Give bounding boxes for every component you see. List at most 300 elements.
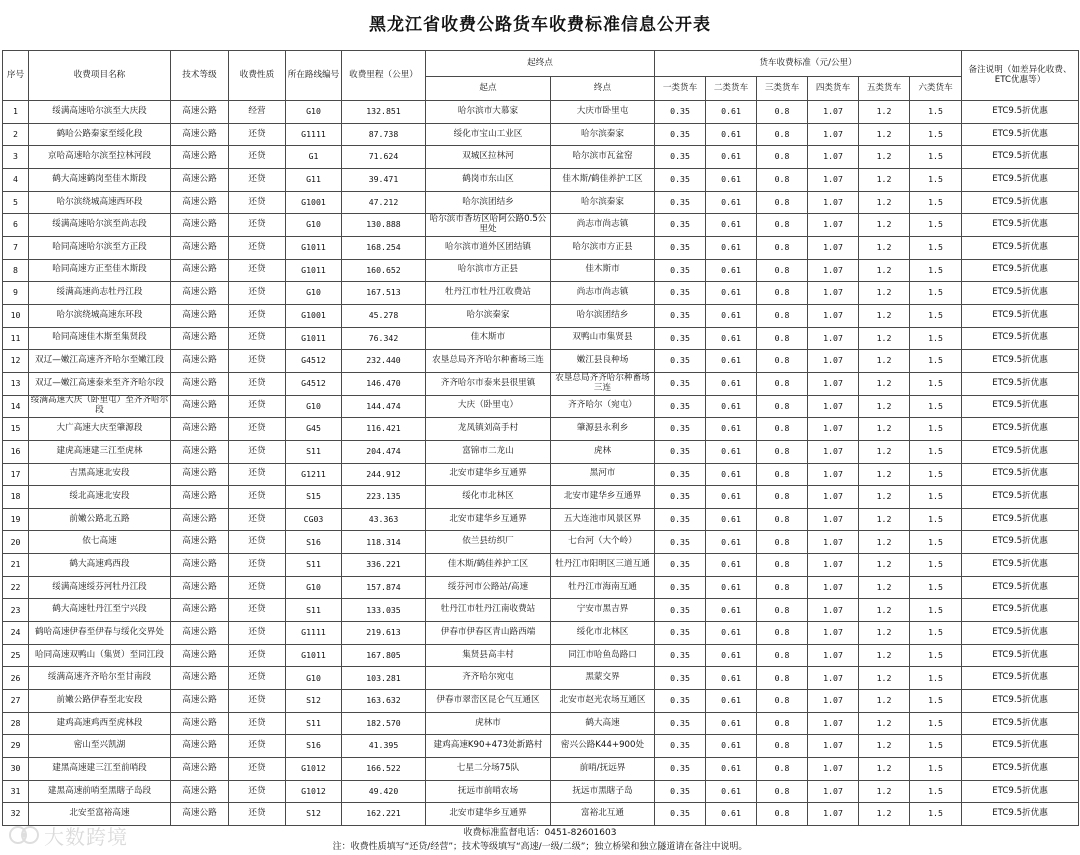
cell-nature: 还贷: [229, 304, 286, 327]
cell-nature: 还贷: [229, 440, 286, 463]
cell-end: 尚志市尚志镇: [551, 214, 655, 237]
cell-project-name: 绥满高速大庆（卧里屯）至齐齐哈尔段: [29, 395, 171, 418]
cell-mileage: 133.035: [342, 599, 426, 622]
cell-nature: 还贷: [229, 395, 286, 418]
cell-fee-class-2: 0.61: [706, 327, 757, 350]
cell-fee-class-2: 0.61: [706, 554, 757, 577]
cell-fee-class-3: 0.8: [757, 372, 808, 395]
cell-mileage: 71.624: [342, 146, 426, 169]
cell-fee-class-2: 0.61: [706, 758, 757, 781]
cell-route: G1111: [286, 123, 342, 146]
cell-remark: ETC9.5折优惠: [962, 168, 1079, 191]
cell-seq: 1: [3, 101, 29, 124]
cell-start: 龙凤镇刘高手村: [426, 418, 551, 441]
cell-fee-class-4: 1.07: [808, 440, 859, 463]
table-row: [3, 486, 1079, 509]
cell-route: G1: [286, 146, 342, 169]
cell-fee-class-6: 1.5: [910, 803, 962, 826]
cell-route: S16: [286, 531, 342, 554]
table-row: [3, 463, 1079, 486]
cell-nature: 还贷: [229, 214, 286, 237]
cell-route: G1012: [286, 780, 342, 803]
cell-fee-class-6: 1.5: [910, 486, 962, 509]
cell-remark: ETC9.5折优惠: [962, 599, 1079, 622]
cell-fee-class-5: 1.2: [859, 350, 910, 373]
cell-fee-class-6: 1.5: [910, 259, 962, 282]
cell-seq: 2: [3, 123, 29, 146]
cell-fee-class-5: 1.2: [859, 236, 910, 259]
cell-project-name: 鹤大高速鹤岗至佳木斯段: [29, 168, 171, 191]
cell-project-name: 北安至富裕高速: [29, 803, 171, 826]
cell-fee-class-3: 0.8: [757, 282, 808, 305]
cell-fee-class-3: 0.8: [757, 667, 808, 690]
cell-fee-class-6: 1.5: [910, 418, 962, 441]
cell-fee-class-5: 1.2: [859, 667, 910, 690]
col-header-fee-class-4: 四类货车: [808, 77, 859, 101]
cell-fee-class-2: 0.61: [706, 214, 757, 237]
cell-project-name: 密山至兴凯湖: [29, 735, 171, 758]
cell-nature: 还贷: [229, 372, 286, 395]
cell-grade: 高速公路: [171, 123, 229, 146]
cell-fee-class-1: 0.35: [655, 372, 706, 395]
cell-seq: 31: [3, 780, 29, 803]
cell-fee-class-2: 0.61: [706, 282, 757, 305]
cell-fee-class-6: 1.5: [910, 622, 962, 645]
cell-fee-class-1: 0.35: [655, 350, 706, 373]
cell-fee-class-3: 0.8: [757, 622, 808, 645]
cell-seq: 24: [3, 622, 29, 645]
cell-nature: 还贷: [229, 146, 286, 169]
cell-project-name: 建鸡高速鸡西至虎林段: [29, 712, 171, 735]
hotline-text: 收费标准监督电话：0451-82601603: [463, 828, 617, 838]
cell-project-name: 前嫩公路伊春至北安段: [29, 690, 171, 713]
cell-nature: 还贷: [229, 780, 286, 803]
cell-grade: 高速公路: [171, 214, 229, 237]
cell-route: G10: [286, 214, 342, 237]
cell-end: 佳木斯/鹤佳养护工区: [551, 168, 655, 191]
cell-fee-class-4: 1.07: [808, 531, 859, 554]
cell-fee-class-1: 0.35: [655, 146, 706, 169]
cell-grade: 高速公路: [171, 486, 229, 509]
cell-seq: 17: [3, 463, 29, 486]
cell-fee-class-4: 1.07: [808, 508, 859, 531]
cell-fee-class-5: 1.2: [859, 780, 910, 803]
cell-seq: 14: [3, 395, 29, 418]
cell-fee-class-3: 0.8: [757, 327, 808, 350]
cell-grade: 高速公路: [171, 667, 229, 690]
col-header-fee-class-3: 三类货车: [757, 77, 808, 101]
cell-project-name: 绥满高速尚志牡丹江段: [29, 282, 171, 305]
cell-start: 大庆（卧里屯）: [426, 395, 551, 418]
cell-fee-class-6: 1.5: [910, 168, 962, 191]
cell-nature: 还贷: [229, 236, 286, 259]
cell-mileage: 103.281: [342, 667, 426, 690]
cell-remark: ETC9.5折优惠: [962, 644, 1079, 667]
cell-project-name: 哈同高速哈尔滨至方正段: [29, 236, 171, 259]
cell-mileage: 244.912: [342, 463, 426, 486]
cell-fee-class-5: 1.2: [859, 168, 910, 191]
cell-grade: 高速公路: [171, 644, 229, 667]
cell-fee-class-6: 1.5: [910, 690, 962, 713]
table-row: [3, 712, 1079, 735]
cell-remark: ETC9.5折优惠: [962, 236, 1079, 259]
cell-fee-class-2: 0.61: [706, 259, 757, 282]
cell-fee-class-5: 1.2: [859, 508, 910, 531]
table-row: [3, 418, 1079, 441]
table-row: [3, 191, 1079, 214]
cell-start: 佳木斯/鹤佳养护工区: [426, 554, 551, 577]
cell-mileage: 132.851: [342, 101, 426, 124]
cell-nature: 还贷: [229, 531, 286, 554]
cell-fee-class-2: 0.61: [706, 622, 757, 645]
cell-mileage: 223.135: [342, 486, 426, 509]
cell-fee-class-1: 0.35: [655, 395, 706, 418]
cell-route: G45: [286, 418, 342, 441]
cell-end: 嫩江县良种场: [551, 350, 655, 373]
cell-start: 抚远市前哨农场: [426, 780, 551, 803]
cell-fee-class-4: 1.07: [808, 214, 859, 237]
table-row: [3, 803, 1079, 826]
cell-fee-class-5: 1.2: [859, 531, 910, 554]
cell-remark: ETC9.5折优惠: [962, 282, 1079, 305]
cell-project-name: 鹤大高速牡丹江至宁兴段: [29, 599, 171, 622]
cell-fee-class-3: 0.8: [757, 418, 808, 441]
cell-fee-class-3: 0.8: [757, 486, 808, 509]
cell-seq: 4: [3, 168, 29, 191]
cell-mileage: 166.522: [342, 758, 426, 781]
cell-seq: 9: [3, 282, 29, 305]
cell-fee-class-6: 1.5: [910, 282, 962, 305]
cell-route: G1111: [286, 622, 342, 645]
cell-fee-class-4: 1.07: [808, 554, 859, 577]
cell-mileage: 232.440: [342, 350, 426, 373]
cell-fee-class-1: 0.35: [655, 101, 706, 124]
cell-remark: ETC9.5折优惠: [962, 803, 1079, 826]
cell-fee-class-2: 0.61: [706, 803, 757, 826]
cell-start: 哈尔滨秦家: [426, 304, 551, 327]
table-row: [3, 599, 1079, 622]
cell-route: S11: [286, 712, 342, 735]
cell-fee-class-1: 0.35: [655, 418, 706, 441]
cell-fee-class-5: 1.2: [859, 395, 910, 418]
cell-fee-class-6: 1.5: [910, 644, 962, 667]
cell-fee-class-4: 1.07: [808, 803, 859, 826]
cell-fee-class-4: 1.07: [808, 690, 859, 713]
col-header-nature: 收费性质: [229, 51, 286, 101]
cell-fee-class-6: 1.5: [910, 508, 962, 531]
cell-route: G10: [286, 576, 342, 599]
cell-mileage: 87.738: [342, 123, 426, 146]
cell-fee-class-4: 1.07: [808, 622, 859, 645]
cell-fee-class-4: 1.07: [808, 191, 859, 214]
cell-end: 前哨/抚远界: [551, 758, 655, 781]
cell-start: 集贤县高丰村: [426, 644, 551, 667]
cell-nature: 经营: [229, 101, 286, 124]
cell-mileage: 47.212: [342, 191, 426, 214]
cell-mileage: 39.471: [342, 168, 426, 191]
cell-nature: 还贷: [229, 508, 286, 531]
cell-fee-class-4: 1.07: [808, 735, 859, 758]
cell-mileage: 163.632: [342, 690, 426, 713]
cell-grade: 高速公路: [171, 236, 229, 259]
fee-table: [2, 50, 1079, 826]
cell-mileage: 49.420: [342, 780, 426, 803]
cell-fee-class-4: 1.07: [808, 712, 859, 735]
table-row: [3, 146, 1079, 169]
cell-fee-class-1: 0.35: [655, 758, 706, 781]
cell-project-name: 鹤哈公路秦家至绥化段: [29, 123, 171, 146]
cell-grade: 高速公路: [171, 712, 229, 735]
cell-mileage: 116.421: [342, 418, 426, 441]
cell-mileage: 160.652: [342, 259, 426, 282]
cell-fee-class-4: 1.07: [808, 123, 859, 146]
brand-logo-icon: [8, 821, 40, 849]
cell-start: 牡丹江市牡丹江收费站: [426, 282, 551, 305]
cell-fee-class-2: 0.61: [706, 372, 757, 395]
cell-end: 大庆市卧里屯: [551, 101, 655, 124]
table-row: [3, 780, 1079, 803]
cell-grade: 高速公路: [171, 803, 229, 826]
cell-fee-class-2: 0.61: [706, 486, 757, 509]
cell-start: 佳木斯市: [426, 327, 551, 350]
cell-fee-class-5: 1.2: [859, 282, 910, 305]
cell-fee-class-1: 0.35: [655, 803, 706, 826]
col-header-endpoints: 起终点: [426, 51, 655, 77]
cell-nature: 还贷: [229, 554, 286, 577]
cell-mileage: 76.342: [342, 327, 426, 350]
cell-fee-class-4: 1.07: [808, 667, 859, 690]
cell-fee-class-5: 1.2: [859, 644, 910, 667]
cell-fee-class-1: 0.35: [655, 735, 706, 758]
cell-fee-class-1: 0.35: [655, 622, 706, 645]
cell-end: 黑河市: [551, 463, 655, 486]
cell-seq: 12: [3, 350, 29, 373]
col-header-seq: 序号: [3, 51, 29, 101]
cell-fee-class-2: 0.61: [706, 418, 757, 441]
cell-end: 北安市赵光农场互通区: [551, 690, 655, 713]
cell-fee-class-6: 1.5: [910, 123, 962, 146]
cell-end: 哈尔滨市方正县: [551, 236, 655, 259]
table-row: [3, 554, 1079, 577]
cell-end: 抚远市黑瞎子岛: [551, 780, 655, 803]
cell-fee-class-2: 0.61: [706, 191, 757, 214]
cell-route: G10: [286, 282, 342, 305]
cell-nature: 还贷: [229, 123, 286, 146]
cell-nature: 还贷: [229, 418, 286, 441]
cell-route: G1011: [286, 236, 342, 259]
cell-end: 鹤大高速: [551, 712, 655, 735]
col-header-route: 所在路线编号: [286, 51, 342, 101]
cell-start: 鹤岗市东山区: [426, 168, 551, 191]
cell-fee-class-6: 1.5: [910, 576, 962, 599]
cell-fee-class-4: 1.07: [808, 327, 859, 350]
cell-fee-class-6: 1.5: [910, 735, 962, 758]
cell-remark: ETC9.5折优惠: [962, 622, 1079, 645]
cell-fee-class-6: 1.5: [910, 395, 962, 418]
cell-start: 虎林市: [426, 712, 551, 735]
col-header-fee-class-2: 二类货车: [706, 77, 757, 101]
cell-remark: ETC9.5折优惠: [962, 395, 1079, 418]
cell-fee-class-3: 0.8: [757, 236, 808, 259]
col-header-mileage: 收费里程（公里）: [342, 51, 426, 101]
cell-mileage: 41.395: [342, 735, 426, 758]
cell-fee-class-1: 0.35: [655, 712, 706, 735]
cell-seq: 25: [3, 644, 29, 667]
cell-fee-class-6: 1.5: [910, 531, 962, 554]
cell-fee-class-6: 1.5: [910, 191, 962, 214]
cell-grade: 高速公路: [171, 576, 229, 599]
cell-fee-class-2: 0.61: [706, 667, 757, 690]
cell-grade: 高速公路: [171, 101, 229, 124]
cell-route: G1001: [286, 304, 342, 327]
cell-seq: 32: [3, 803, 29, 826]
cell-grade: 高速公路: [171, 622, 229, 645]
cell-end: 虎林: [551, 440, 655, 463]
cell-start: 绥化市宝山工业区: [426, 123, 551, 146]
table-body: [3, 101, 1079, 826]
cell-remark: ETC9.5折优惠: [962, 667, 1079, 690]
cell-fee-class-2: 0.61: [706, 101, 757, 124]
cell-route: S12: [286, 803, 342, 826]
table-row: [3, 440, 1079, 463]
cell-grade: 高速公路: [171, 304, 229, 327]
cell-fee-class-5: 1.2: [859, 440, 910, 463]
cell-grade: 高速公路: [171, 350, 229, 373]
cell-remark: ETC9.5折优惠: [962, 191, 1079, 214]
cell-fee-class-4: 1.07: [808, 304, 859, 327]
cell-route: S11: [286, 440, 342, 463]
cell-fee-class-6: 1.5: [910, 554, 962, 577]
cell-fee-class-1: 0.35: [655, 508, 706, 531]
cell-nature: 还贷: [229, 191, 286, 214]
table-row: [3, 350, 1079, 373]
cell-fee-class-1: 0.35: [655, 236, 706, 259]
table-row: [3, 576, 1079, 599]
cell-mileage: 336.221: [342, 554, 426, 577]
cell-fee-class-5: 1.2: [859, 712, 910, 735]
cell-start: 齐齐哈尔宛屯: [426, 667, 551, 690]
cell-seq: 22: [3, 576, 29, 599]
cell-fee-class-4: 1.07: [808, 395, 859, 418]
cell-fee-class-1: 0.35: [655, 576, 706, 599]
cell-project-name: 依七高速: [29, 531, 171, 554]
cell-mileage: 162.221: [342, 803, 426, 826]
cell-start: 牡丹江市牡丹江南收费站: [426, 599, 551, 622]
cell-seq: 26: [3, 667, 29, 690]
cell-mileage: 204.474: [342, 440, 426, 463]
cell-nature: 还贷: [229, 327, 286, 350]
cell-fee-class-2: 0.61: [706, 123, 757, 146]
table-row: [3, 372, 1079, 395]
cell-remark: ETC9.5折优惠: [962, 758, 1079, 781]
cell-project-name: 建虎高速建三江至虎林: [29, 440, 171, 463]
cell-remark: ETC9.5折优惠: [962, 123, 1079, 146]
cell-end: 双鸭山市集贤县: [551, 327, 655, 350]
cell-end: 佳木斯市: [551, 259, 655, 282]
cell-start: 七星二分场75队: [426, 758, 551, 781]
cell-nature: 还贷: [229, 622, 286, 645]
cell-fee-class-1: 0.35: [655, 486, 706, 509]
cell-fee-class-1: 0.35: [655, 214, 706, 237]
cell-mileage: 157.874: [342, 576, 426, 599]
col-header-fee-class-5: 五类货车: [859, 77, 910, 101]
cell-seq: 28: [3, 712, 29, 735]
cell-fee-class-1: 0.35: [655, 667, 706, 690]
cell-end: 肇源县永利乡: [551, 418, 655, 441]
col-header-grade: 技术等级: [171, 51, 229, 101]
cell-project-name: 绥满高速齐齐哈尔至甘南段: [29, 667, 171, 690]
cell-route: G4512: [286, 372, 342, 395]
cell-remark: ETC9.5折优惠: [962, 327, 1079, 350]
cell-route: S11: [286, 554, 342, 577]
cell-fee-class-5: 1.2: [859, 758, 910, 781]
cell-fee-class-1: 0.35: [655, 531, 706, 554]
cell-project-name: 建黑高速前哨至黑瞎子岛段: [29, 780, 171, 803]
cell-project-name: 吉黑高速北安段: [29, 463, 171, 486]
col-header-fee-group: 货车收费标准（元/公里）: [655, 51, 962, 77]
cell-mileage: 118.314: [342, 531, 426, 554]
cell-project-name: 京哈高速哈尔滨至拉林河段: [29, 146, 171, 169]
cell-seq: 3: [3, 146, 29, 169]
cell-remark: ETC9.5折优惠: [962, 531, 1079, 554]
cell-fee-class-3: 0.8: [757, 803, 808, 826]
cell-fee-class-6: 1.5: [910, 463, 962, 486]
cell-nature: 还贷: [229, 599, 286, 622]
cell-project-name: 哈同高速佳木斯至集贤段: [29, 327, 171, 350]
cell-start: 哈尔滨市道外区团结镇: [426, 236, 551, 259]
cell-fee-class-4: 1.07: [808, 576, 859, 599]
cell-project-name: 鹤哈高速伊春至伊春与绥化交界处: [29, 622, 171, 645]
cell-seq: 30: [3, 758, 29, 781]
cell-fee-class-2: 0.61: [706, 531, 757, 554]
cell-fee-class-2: 0.61: [706, 576, 757, 599]
cell-route: G4512: [286, 350, 342, 373]
cell-seq: 16: [3, 440, 29, 463]
cell-fee-class-3: 0.8: [757, 101, 808, 124]
cell-fee-class-2: 0.61: [706, 440, 757, 463]
cell-fee-class-5: 1.2: [859, 418, 910, 441]
cell-nature: 还贷: [229, 712, 286, 735]
cell-fee-class-3: 0.8: [757, 214, 808, 237]
cell-project-name: 哈同高速方正至佳木斯段: [29, 259, 171, 282]
cell-route: G10: [286, 395, 342, 418]
cell-fee-class-5: 1.2: [859, 191, 910, 214]
cell-mileage: 144.474: [342, 395, 426, 418]
cell-fee-class-3: 0.8: [757, 599, 808, 622]
cell-project-name: 建黑高速建三江至前哨段: [29, 758, 171, 781]
cell-grade: 高速公路: [171, 372, 229, 395]
cell-fee-class-4: 1.07: [808, 758, 859, 781]
cell-fee-class-4: 1.07: [808, 644, 859, 667]
cell-project-name: 前嫩公路北五路: [29, 508, 171, 531]
cell-end: 富裕北互通: [551, 803, 655, 826]
cell-fee-class-5: 1.2: [859, 554, 910, 577]
cell-fee-class-2: 0.61: [706, 780, 757, 803]
table-row: [3, 758, 1079, 781]
cell-end: 哈尔滨秦家: [551, 123, 655, 146]
footnote-text: 注：收费性质填写“还贷/经营”；技术等级填写“高速/一级/二级”；独立桥梁和独立隧道请在备注中说明。: [332, 842, 748, 852]
cell-fee-class-3: 0.8: [757, 576, 808, 599]
cell-mileage: 146.470: [342, 372, 426, 395]
cell-end: 哈尔滨市瓦盆窑: [551, 146, 655, 169]
cell-fee-class-5: 1.2: [859, 803, 910, 826]
cell-route: G10: [286, 667, 342, 690]
table-row: [3, 236, 1079, 259]
cell-fee-class-3: 0.8: [757, 780, 808, 803]
cell-grade: 高速公路: [171, 735, 229, 758]
cell-fee-class-6: 1.5: [910, 440, 962, 463]
cell-fee-class-3: 0.8: [757, 123, 808, 146]
